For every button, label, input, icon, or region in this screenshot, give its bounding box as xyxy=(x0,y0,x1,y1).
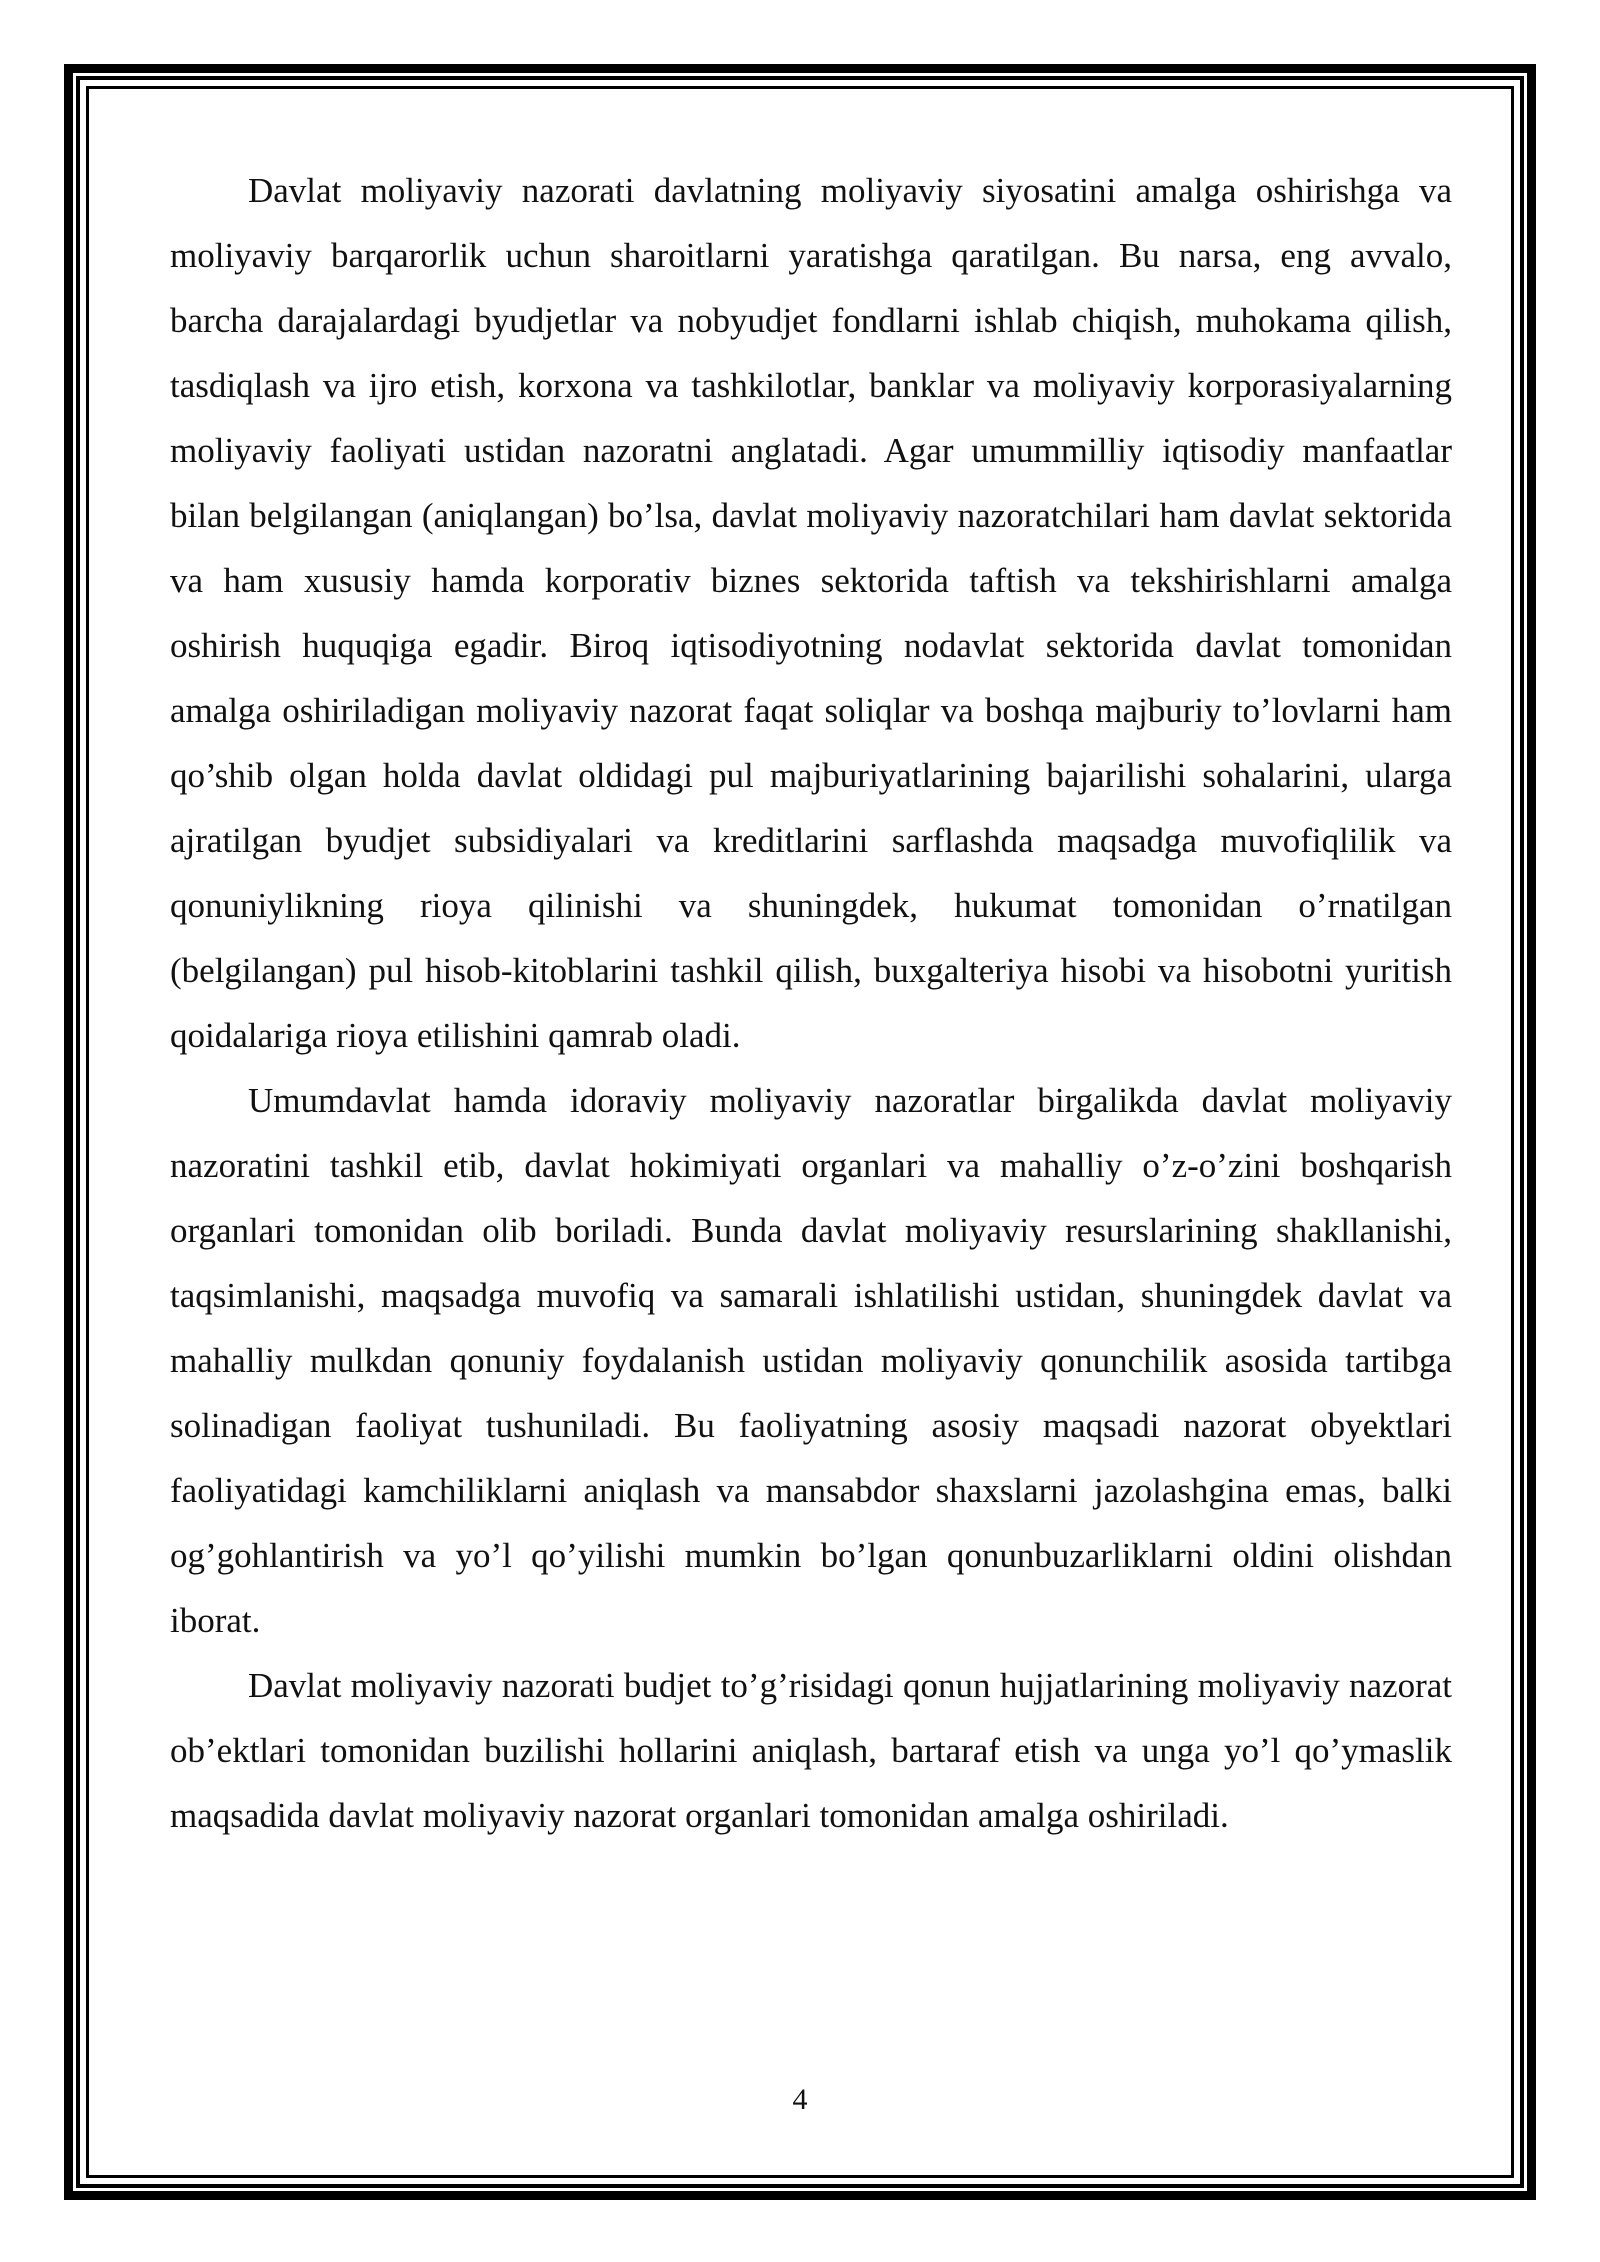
page-number: 4 xyxy=(792,2083,808,2116)
paragraph-2: Umumdavlat hamda idoraviy moliyaviy nazoratlar birgalikda davlat moliyaviy nazoratini tashkil etib, davlat hokimiyati organlari va mahalliy o’z-o’zini boshqarish organlari tomonidan olib boriladi. Bunda davlat moliyaviy resurslarining shakllanishi, taqsimlanishi, maqsadga muvofiq va samarali ishlatilishi ustidan, shuningdek davlat va mahalliy mulkdan qonuniy foydalanish ustidan moliyaviy qonunchilik asosida tartibga solinadigan faoliyat tushuniladi. Bu faoliyatning asosiy maqsadi nazorat obyektlari faoliyatidagi kamchiliklarni aniqlash va mansabdor shaxslarni jazolashgina emas, balki og’gohlantirish va yo’l qo’yilishi mumkin bo’lgan qonunbuzarliklarni oldini olishdan iborat. xyxy=(170,1081,1452,1640)
paragraph-3: Davlat moliyaviy nazorati budjet to’g’risidagi qonun hujjatlarining moliyaviy nazorat ob’ektlari tomonidan buzilishi hollarini aniqlash, bartaraf etish va unga yo’l qo’ymaslik maqsadida davlat moliyaviy nazorat organlari tomonidan amalga oshiriladi. xyxy=(170,1666,1452,1835)
document-body xyxy=(170,158,1452,1848)
paragraph-1: Davlat moliyaviy nazorati davlatning moliyaviy siyosatini amalga oshirishga va moliyaviy barqarorlik uchun sharoitlarni yaratishga qaratilgan. Bu narsa, eng avvalo, barcha darajalardagi byudjetlar va nobyudjet fondlarni ishlab chiqish, muhokama qilish, tasdiqlash va ijro etish, korxona va tashkilotlar, banklar va moliyaviy korporasiyalarning moliyaviy faoliyati ustidan nazoratni anglatadi. Agar umummilliy iqtisodiy manfaatlar bilan belgilangan (aniqlangan) bo’lsa, davlat moliyaviy nazoratchilari ham davlat sektorida va ham xususiy hamda korporativ biznes sektorida taftish va tekshirishlarni amalga oshirish huquqiga egadir. Biroq iqtisodiyotning nodavlat sektorida davlat tomonidan amalga oshiriladigan moliyaviy nazorat faqat soliqlar va boshqa majburiy to’lovlarni ham qo’shib olgan holda davlat oldidagi pul majburiyatlarining bajarilishi sohalarini, ularga ajratilgan byudjet subsidiyalari va kreditlarini sarflashda maqsadga muvofiqlilik va qonuniylikning rioya qilinishi va shuningdek, hukumat tomonidan o’rnatilgan (belgilangan) pul hisob-kitoblarini tashkil qilish, buxgalteriya hisobi va hisobotni yuritish qoidalariga rioya etilishini qamrab oladi. xyxy=(170,171,1452,1055)
